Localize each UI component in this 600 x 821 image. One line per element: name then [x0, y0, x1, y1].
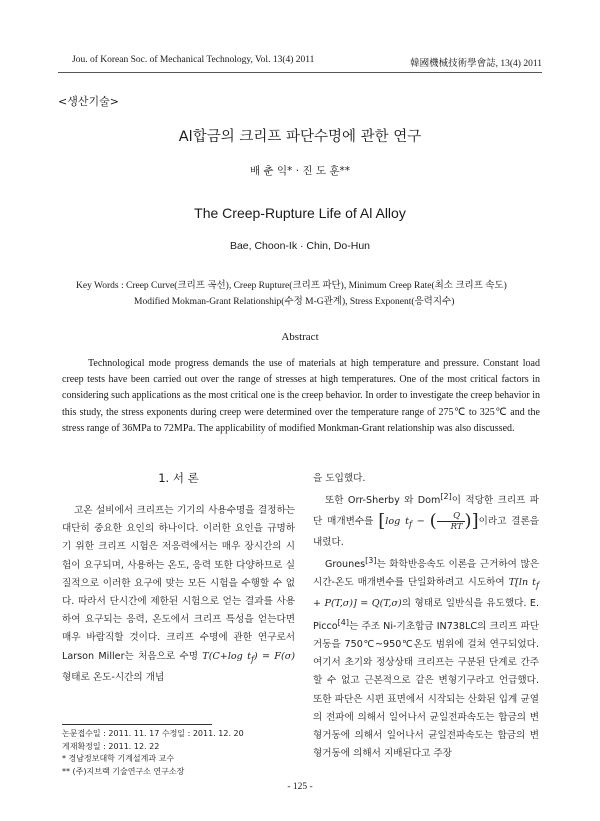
- orr-sherby-text-b: 이 적당한 크리프 파단 매개변수를: [313, 495, 539, 527]
- gr-eq-sub: f: [536, 581, 539, 591]
- footnote-affiliation-2: ** (주)지브랙 기술연구소 연구소장: [62, 766, 185, 776]
- intro-paragraph-1: [62, 502, 295, 687]
- paper-title-english: The Creep-Rupture Life of Al Alloy: [194, 205, 406, 221]
- gr-eq-part2: + P(T,σ)] = Q(T,σ): [313, 598, 402, 610]
- citation-2[interactable]: [2]: [440, 492, 452, 502]
- introduction-heading: 1. 서 론: [158, 471, 199, 485]
- q-over-rt-fraction: [437, 511, 465, 532]
- right-column: [313, 470, 539, 763]
- footnote-accepted: 게재확정일 : 2011. 12. 22: [62, 741, 160, 751]
- grounes-text-d: 는 주조 Ni-기초합금 IN738LC의 크리프 파단 거동을 750℃~950℃온도 범위에 걸쳐 연구되었다. 여기서 초기와 정상상태 크리프는 구분된 단계로 간주할 수 없고 근본적으로 같은 변형기구라고 언급했다. 또한 파단은 시편 표면에서 시작되는 산화된 입계 균열의 전파에 의해서 일어나서 균일전파속도는 합금의 변형거동에 의해서 일어나서 균일전파속도는 합금의 변형거동에 의해서 지배된다고 주장: [313, 620, 539, 760]
- osd-sub: f: [408, 519, 412, 529]
- gr-eq-part1: T[ln t: [508, 577, 537, 589]
- intro-text-b: 형태로 온도-시간의 개념: [62, 671, 165, 683]
- left-column-text: [62, 502, 295, 687]
- abstract-text: Technological mode progress demands the use of materials at high temperature and pressure. Constant load creep tests have been carried out over the range of stresses at high temperatures. One of the most critical factors in considering such applications as the most critical one is the creep behavior. In order to investigate the creep behavior in this study, the stress exponents during creep were determined over the temperature range of 275℃ to 325℃ and the stress range of 36MPa to 72MPa. The applicability of modified Monkman-Grant relationship was also discussed.: [62, 358, 540, 434]
- grounes-paragraph: [313, 552, 539, 764]
- orr-sherby-parameter: [log $t_f$ − ( $\frac{Q}{RT}$ )]: [378, 509, 479, 532]
- right-column-text: [313, 470, 539, 763]
- footnote-rule: [62, 724, 212, 725]
- grounes-text-c: 의 형태로 일반식을 유도했다. E. Picco: [313, 598, 539, 632]
- larson-miller-equation: [202, 651, 295, 662]
- frac-denominator: RT: [450, 521, 463, 532]
- header-rule: [58, 72, 542, 73]
- citation-4[interactable]: [4]: [337, 617, 350, 627]
- intro-text-a: 고온 설비에서 크리프는 기기의 사용수명을 결정하는 대단히 중요한 요인의 하나이다. 이러한 요인을 규명하기 위한 크리프 시험은 저응력에서는 매우 장시간의 시험이 요구되며, 사용하는 온도, 응력 또한 다양하므로 실질적으로 이러한 요구에 맞는 모든 시험을 수행할 수 없다. 따라서 단시간에 제한된 시험으로 얻는 결과를 사용하여 요구되는 응력, 온도에서 크리프 특성을 얻는다면 매우 바람직할 것이다. 크리프 수명에 관한 연구로서 Larson Miller는 처음으로 수명: [62, 505, 295, 662]
- paper-title-korean: Al합금의 크리프 파단수명에 관한 연구: [178, 129, 422, 145]
- journal-header-left: Jou. of Korean Soc. of Mechanical Technology, Vol. 13(4) 2011: [72, 55, 315, 65]
- footnotes: [62, 728, 302, 778]
- authors-english: Bae, Choon-Ik · Chin, Do-Hun: [229, 240, 371, 252]
- grounes-text-b: 는 화학반응속도 이론을 근거하여 많은 시간-온도 매개변수를 단일화하려고 시도하여: [313, 559, 539, 589]
- abstract-heading: Abstract: [281, 331, 319, 343]
- lm-eq-part1: T(C+log t: [202, 650, 251, 662]
- lm-eq-part2: ) = F(σ): [253, 650, 295, 662]
- journal-header-right: 韓國機械技術學會誌, 13(4) 2011: [410, 59, 542, 69]
- left-column: [62, 470, 295, 687]
- orr-sherby-text-c: 이라고 결론을 내렸다.: [313, 515, 540, 548]
- keywords-block: [76, 278, 536, 310]
- keywords-line-2: Modified Mokman-Grant Relationship(수정 M-G관계), Stress Exponent(응력지수): [134, 297, 455, 307]
- orr-sherby-paragraph: [313, 488, 539, 552]
- citation-3[interactable]: [3]: [365, 555, 377, 565]
- section-tag: <생산기술>: [58, 95, 119, 108]
- abstract-body: [62, 356, 540, 437]
- authors-korean: 배 춘 익* · 진 도 훈**: [250, 165, 350, 177]
- orr-sherby-text-a: 또한 Orr-Sherby 와 Dom: [325, 495, 441, 507]
- grounes-text-a: Grounes: [325, 559, 366, 571]
- frac-numerator: Q: [437, 511, 465, 522]
- lm-eq-sub: f: [250, 654, 254, 664]
- osd-log: log t: [385, 515, 409, 527]
- osd-minus: −: [411, 515, 430, 527]
- footnote-received: 논문접수일 : 2011. 11. 17 수정일 : 2011. 12. 20: [62, 729, 244, 738]
- page-number: - 125 -: [287, 782, 313, 792]
- keywords-line-1: Key Words : Creep Curve(크리프 곡선), Creep Rupture(크리프 파단), Minimum Creep Rate(최소 크리프 속도): [76, 281, 507, 291]
- footnote-affiliation-1: * 경남정보대학 기계설계과 교수: [62, 754, 175, 763]
- right-line-0: 을 도입했다.: [313, 473, 366, 484]
